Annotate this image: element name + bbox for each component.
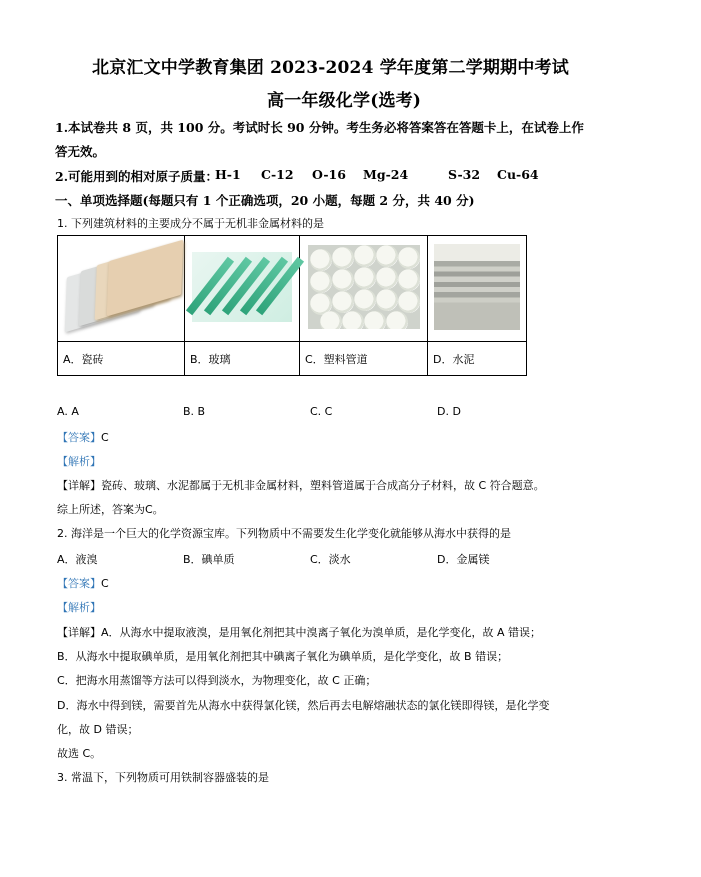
q1-answer — [57, 429, 109, 445]
detail-tag: 【详解】 — [57, 479, 101, 492]
instruction-2-label: 2.可能用到的相对原子质量： — [55, 169, 219, 184]
atomic-mass-s: S-32 — [448, 167, 481, 182]
cell-image-a — [58, 236, 185, 342]
q2-option-b: B．碘单质 — [183, 553, 235, 566]
ceramic-tiles-image — [62, 247, 180, 327]
answer-tag: 【答案】 — [57, 431, 101, 444]
detail-line: 瓷砖、玻璃、水泥都属于无机非金属材料，塑料管道属于合成高分子材料，故 C 符合题意。 — [101, 479, 545, 492]
q2-analysis-tag: 【解析】 — [57, 601, 101, 614]
detail-line: A．从海水中提取液溴，是用氧化剂把其中溴离子氧化为溴单质，是化学变化，故 A 错误； — [101, 626, 542, 639]
q2-detail-b: B．从海水中提取碘单质，是用氧化剂把其中碘离子氧化为碘单质，是化学变化，故 B 错误； — [57, 650, 509, 663]
exam-title: 北京汇文中学教育集团 2023-2024 学年度第二学期期中考试 — [92, 58, 569, 78]
q2-option-d: D．金属镁 — [437, 553, 490, 566]
question-1-stem: 1. 下列建筑材料的主要成分不属于无机非金属材料的是 — [57, 217, 324, 230]
q1-option-c: C. C — [310, 405, 333, 418]
q1-option-b: B. B — [183, 405, 206, 418]
cell-image-b — [185, 236, 300, 342]
option-label-b: B．玻璃 — [185, 342, 300, 376]
materials-table — [57, 235, 527, 376]
instruction-1: 1.本试卷共 8 页，共 100 分。考试时长 90 分钟。考生务必将答案答在答题卡上，在试卷上作 — [55, 120, 584, 135]
q2-conclusion: 故选 C。 — [57, 747, 102, 760]
atomic-mass-cu: Cu-64 — [497, 167, 539, 182]
answer-value: C — [101, 431, 109, 444]
cell-image-c — [300, 236, 428, 342]
option-label-c: C．塑料管道 — [300, 342, 428, 376]
q2-option-a: A．液溴 — [57, 553, 98, 566]
section-heading: 一、单项选择题(每题只有 1 个正确选项，20 小题，每题 2 分，共 40 分) — [55, 193, 475, 208]
q1-option-a: A. A — [57, 405, 79, 418]
cement-bags-image — [434, 244, 520, 330]
option-label-d: D．水泥 — [428, 342, 527, 376]
plastic-pipes-image — [308, 245, 420, 329]
cell-image-d — [428, 236, 527, 342]
q2-detail-d-cont: 化，故 D 错误； — [57, 723, 139, 736]
option-label-a: A．瓷砖 — [58, 342, 185, 376]
question-3-stem: 3. 常温下，下列物质可用铁制容器盛装的是 — [57, 771, 269, 784]
q1-detail — [57, 477, 545, 493]
instruction-1-cont: 答无效。 — [55, 144, 106, 159]
detail-tag: 【详解】 — [57, 626, 101, 639]
q2-option-c: C．淡水 — [310, 553, 351, 566]
atomic-mass-o: O-16 — [312, 167, 346, 182]
atomic-mass-h: H-1 — [215, 167, 241, 182]
answer-value: C — [101, 577, 109, 590]
q2-detail-d: D．海水中得到镁，需要首先从海水中获得氯化镁，然后再去电解熔融状态的氯化镁即得镁，是化学变 — [57, 699, 550, 712]
atomic-mass-mg: Mg-24 — [363, 167, 409, 182]
glass-sheets-image — [192, 252, 292, 322]
q2-detail-c: C．把海水用蒸馏等方法可以得到淡水，为物理变化，故 C 正确； — [57, 674, 377, 687]
question-2-stem: 2. 海洋是一个巨大的化学资源宝库。下列物质中不需要发生化学变化就能够从海水中获得的是 — [57, 527, 511, 540]
atomic-mass-c: C-12 — [261, 167, 294, 182]
q1-summary: 综上所述，答案为C。 — [57, 503, 164, 516]
q2-detail-a — [57, 624, 541, 640]
answer-tag: 【答案】 — [57, 577, 101, 590]
q1-option-d: D. D — [437, 405, 461, 418]
q2-answer — [57, 575, 109, 591]
exam-subtitle: 高一年级化学(选考) — [267, 91, 422, 111]
q1-analysis-tag: 【解析】 — [57, 455, 101, 468]
